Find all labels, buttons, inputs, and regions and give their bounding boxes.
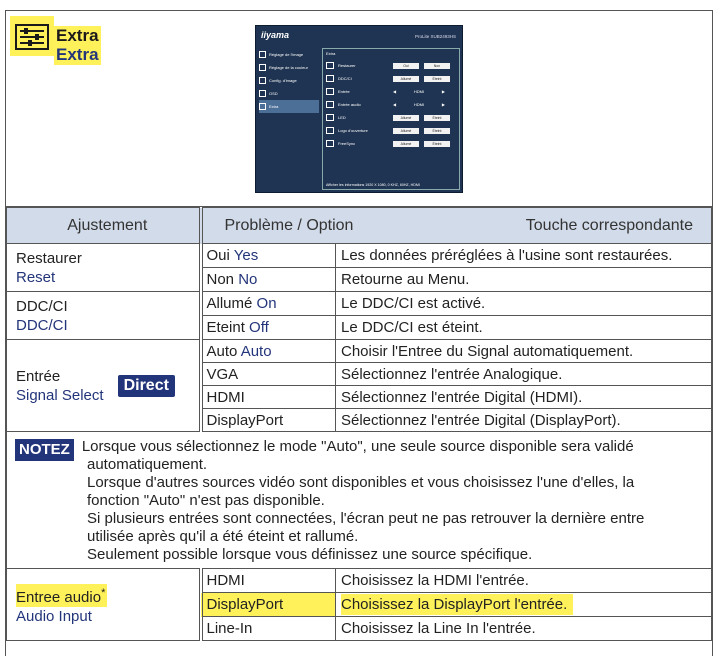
header-ajustement: Ajustement [7,208,201,244]
section-header [6,11,712,207]
adjust-signal-select: Entrée Signal Select Direct [7,340,201,432]
table-row [7,340,712,363]
osd-row: DDC/CI Allumé Éteint [323,72,459,85]
option-cell: VGA [201,363,336,386]
option-cell: Eteint Off [201,316,336,340]
note-text: Lorsque vous sélectionnez le mode "Auto", une seule source disponible sera validé automatiquement. Lorsque d'autres sources vidéo sont disponibles et vous choisissez l'une d'elles, la fonction "Auto" n'est pas disponible. Si plusieurs entrées sont connectées, l'écran peut ne pas retrouver la dernière entre utilisée après qu'il a été éteint et rallumé. Seulement possible lorsque vous définissez une source spécifique. [81,438,645,563]
right-arrow-icon: ▶ [441,89,445,94]
grid-icon [259,77,266,84]
option-cell: Oui Yes [201,244,336,268]
led-icon [326,114,334,121]
freesync-icon [326,140,334,147]
left-arrow-icon: ◀ [393,89,397,94]
option-cell: DisplayPort [201,593,336,617]
note-row [7,432,712,569]
table-row [7,244,712,268]
osd-sidebar-item: Extra [259,100,319,113]
direct-badge: Direct [118,375,175,397]
osd-sidebar-item: Réglage de la couleur [259,61,319,74]
adjust-reset: Restaurer Reset [7,244,201,292]
desc-cell: Choisissez la Line In l'entrée. [336,617,712,641]
osd-section-title: Extra [326,51,336,56]
option-cell: Allumé On [201,292,336,316]
ddc-icon [326,75,334,82]
option-cell: Line-In [201,617,336,641]
osd-sidebar-item: Réglage de l'image [259,48,319,61]
osd-row: Restaurer Oui Non [323,59,459,72]
section-title-fr: Extra [56,26,99,45]
settings-sliders-icon [10,16,54,56]
table-header-row [7,208,712,244]
sliders-icon [259,103,266,110]
desc-cell: Choisissez la DisplayPort l'entrée. [336,593,712,617]
osd-menu-screenshot [255,25,463,193]
table-row [7,292,712,316]
option-cell: Non No [201,268,336,292]
desc-cell: Le DDC/CI est éteint. [336,316,712,340]
option-cell: DisplayPort [201,409,336,432]
section-title-en: Extra [56,45,99,64]
right-arrow-icon: ▶ [441,102,445,107]
header-option: Problème / Option Touche correspondante [201,208,712,244]
adjust-audio-input: Entree audio* Audio Input [7,569,201,641]
option-cell: HDMI [201,386,336,409]
note-badge: NOTEZ [15,439,74,461]
desc-cell: Retourne au Menu. [336,268,712,292]
left-arrow-icon: ◀ [393,102,397,107]
adjust-ddcci: DDC/CI DDC/CI [7,292,201,340]
note-cell [7,432,712,569]
osd-info: Afficher les informations 1920 X 1080, 0 KHZ, 60HZ, HDMI [326,183,420,187]
osd-row: Entrée audio ◀ HDMI ▶ [323,98,459,111]
settings-table [6,207,712,641]
input-icon [326,88,334,95]
desc-cell: Sélectionnez l'entrée Analogique. [336,363,712,386]
osd-sidebar-item: Config. d'image [259,74,319,87]
option-cell: Auto Auto [201,340,336,363]
table-row [7,569,712,593]
osd-sidebar-item: OSD [259,87,319,100]
logo-icon [326,127,334,134]
desc-cell: Choisir l'Entree du Signal automatiquement. [336,340,712,363]
reset-icon [326,62,334,69]
desc-cell: Les données préréglées à l'usine sont restaurées. [336,244,712,268]
desc-cell: Sélectionnez l'entrée Digital (DisplayPort). [336,409,712,432]
desc-cell: Sélectionnez l'entrée Digital (HDMI). [336,386,712,409]
osd-sidebar [259,48,319,113]
manual-page [5,10,713,656]
palette-icon [259,64,266,71]
sun-icon [259,51,266,58]
osd-row: LED Allumé Éteint [323,111,459,124]
osd-icon [259,90,266,97]
osd-row: Entrée ◀ HDMI ▶ [323,85,459,98]
desc-cell: Choisissez la HDMI l'entrée. [336,569,712,593]
speaker-icon [326,101,334,108]
osd-row: Logo d'ouverture Allumé Éteint [323,124,459,137]
option-cell: HDMI [201,569,336,593]
osd-model: ProLite XUB2493HS [414,34,456,39]
desc-cell: Le DDC/CI est activé. [336,292,712,316]
osd-main-panel [322,48,460,190]
osd-brand-logo: iiyama [261,30,290,40]
osd-row: FreeSync Allumé Éteint [323,137,459,150]
